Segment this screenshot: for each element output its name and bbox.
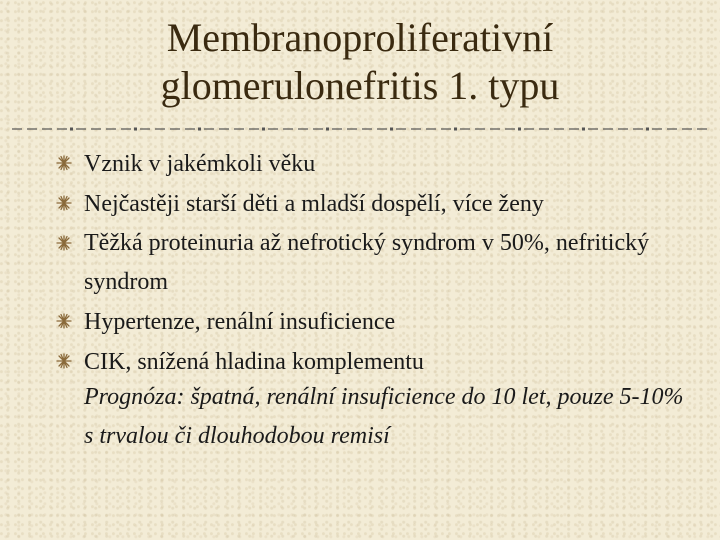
divider-dot	[198, 128, 201, 131]
bullet-text: CIK, snížená hladina komplementu	[84, 349, 424, 375]
divider-dot	[70, 128, 73, 131]
title-line-1: Membranoproliferativní	[166, 15, 554, 60]
asterisk-bullet-icon	[56, 313, 72, 329]
divider-dot	[134, 128, 137, 131]
divider-dot	[262, 128, 265, 131]
list-item	[54, 144, 704, 184]
asterisk-bullet-icon	[56, 155, 72, 171]
divider-dot	[582, 128, 585, 131]
divider-dot	[646, 128, 649, 131]
title-divider	[12, 126, 708, 132]
bullet-text: Vznik v jakémkoli věku	[84, 151, 316, 177]
bullet-text: Těžká proteinuria až nefrotický syndrom v 50%, nefritický syndrom	[84, 230, 650, 295]
divider-dot	[326, 128, 329, 131]
divider-dot	[454, 128, 457, 131]
list-item	[54, 342, 704, 382]
divider-dot	[518, 128, 521, 131]
list-item	[54, 302, 704, 342]
asterisk-bullet-icon	[56, 195, 72, 211]
title-line-2: glomerulonefritis 1. typu	[160, 63, 560, 108]
asterisk-bullet-icon	[56, 353, 72, 369]
divider-dashes	[12, 128, 707, 131]
bullet-text: Nejčastěji starší děti a mladší dospělí, více ženy	[84, 191, 544, 217]
bullet-text: Hypertenze, renální insuficience	[84, 309, 396, 335]
slide-title	[60, 14, 660, 110]
list-item	[54, 184, 704, 224]
divider-dot	[390, 128, 393, 131]
list-item	[54, 224, 704, 302]
bullet-list	[54, 144, 704, 382]
asterisk-bullet-icon	[56, 235, 72, 251]
prognosis-text: Prognóza: špatná, renální insuficience do 10 let, pouze 5-10% s trvalou či dlouhodobou remisí	[84, 384, 684, 449]
